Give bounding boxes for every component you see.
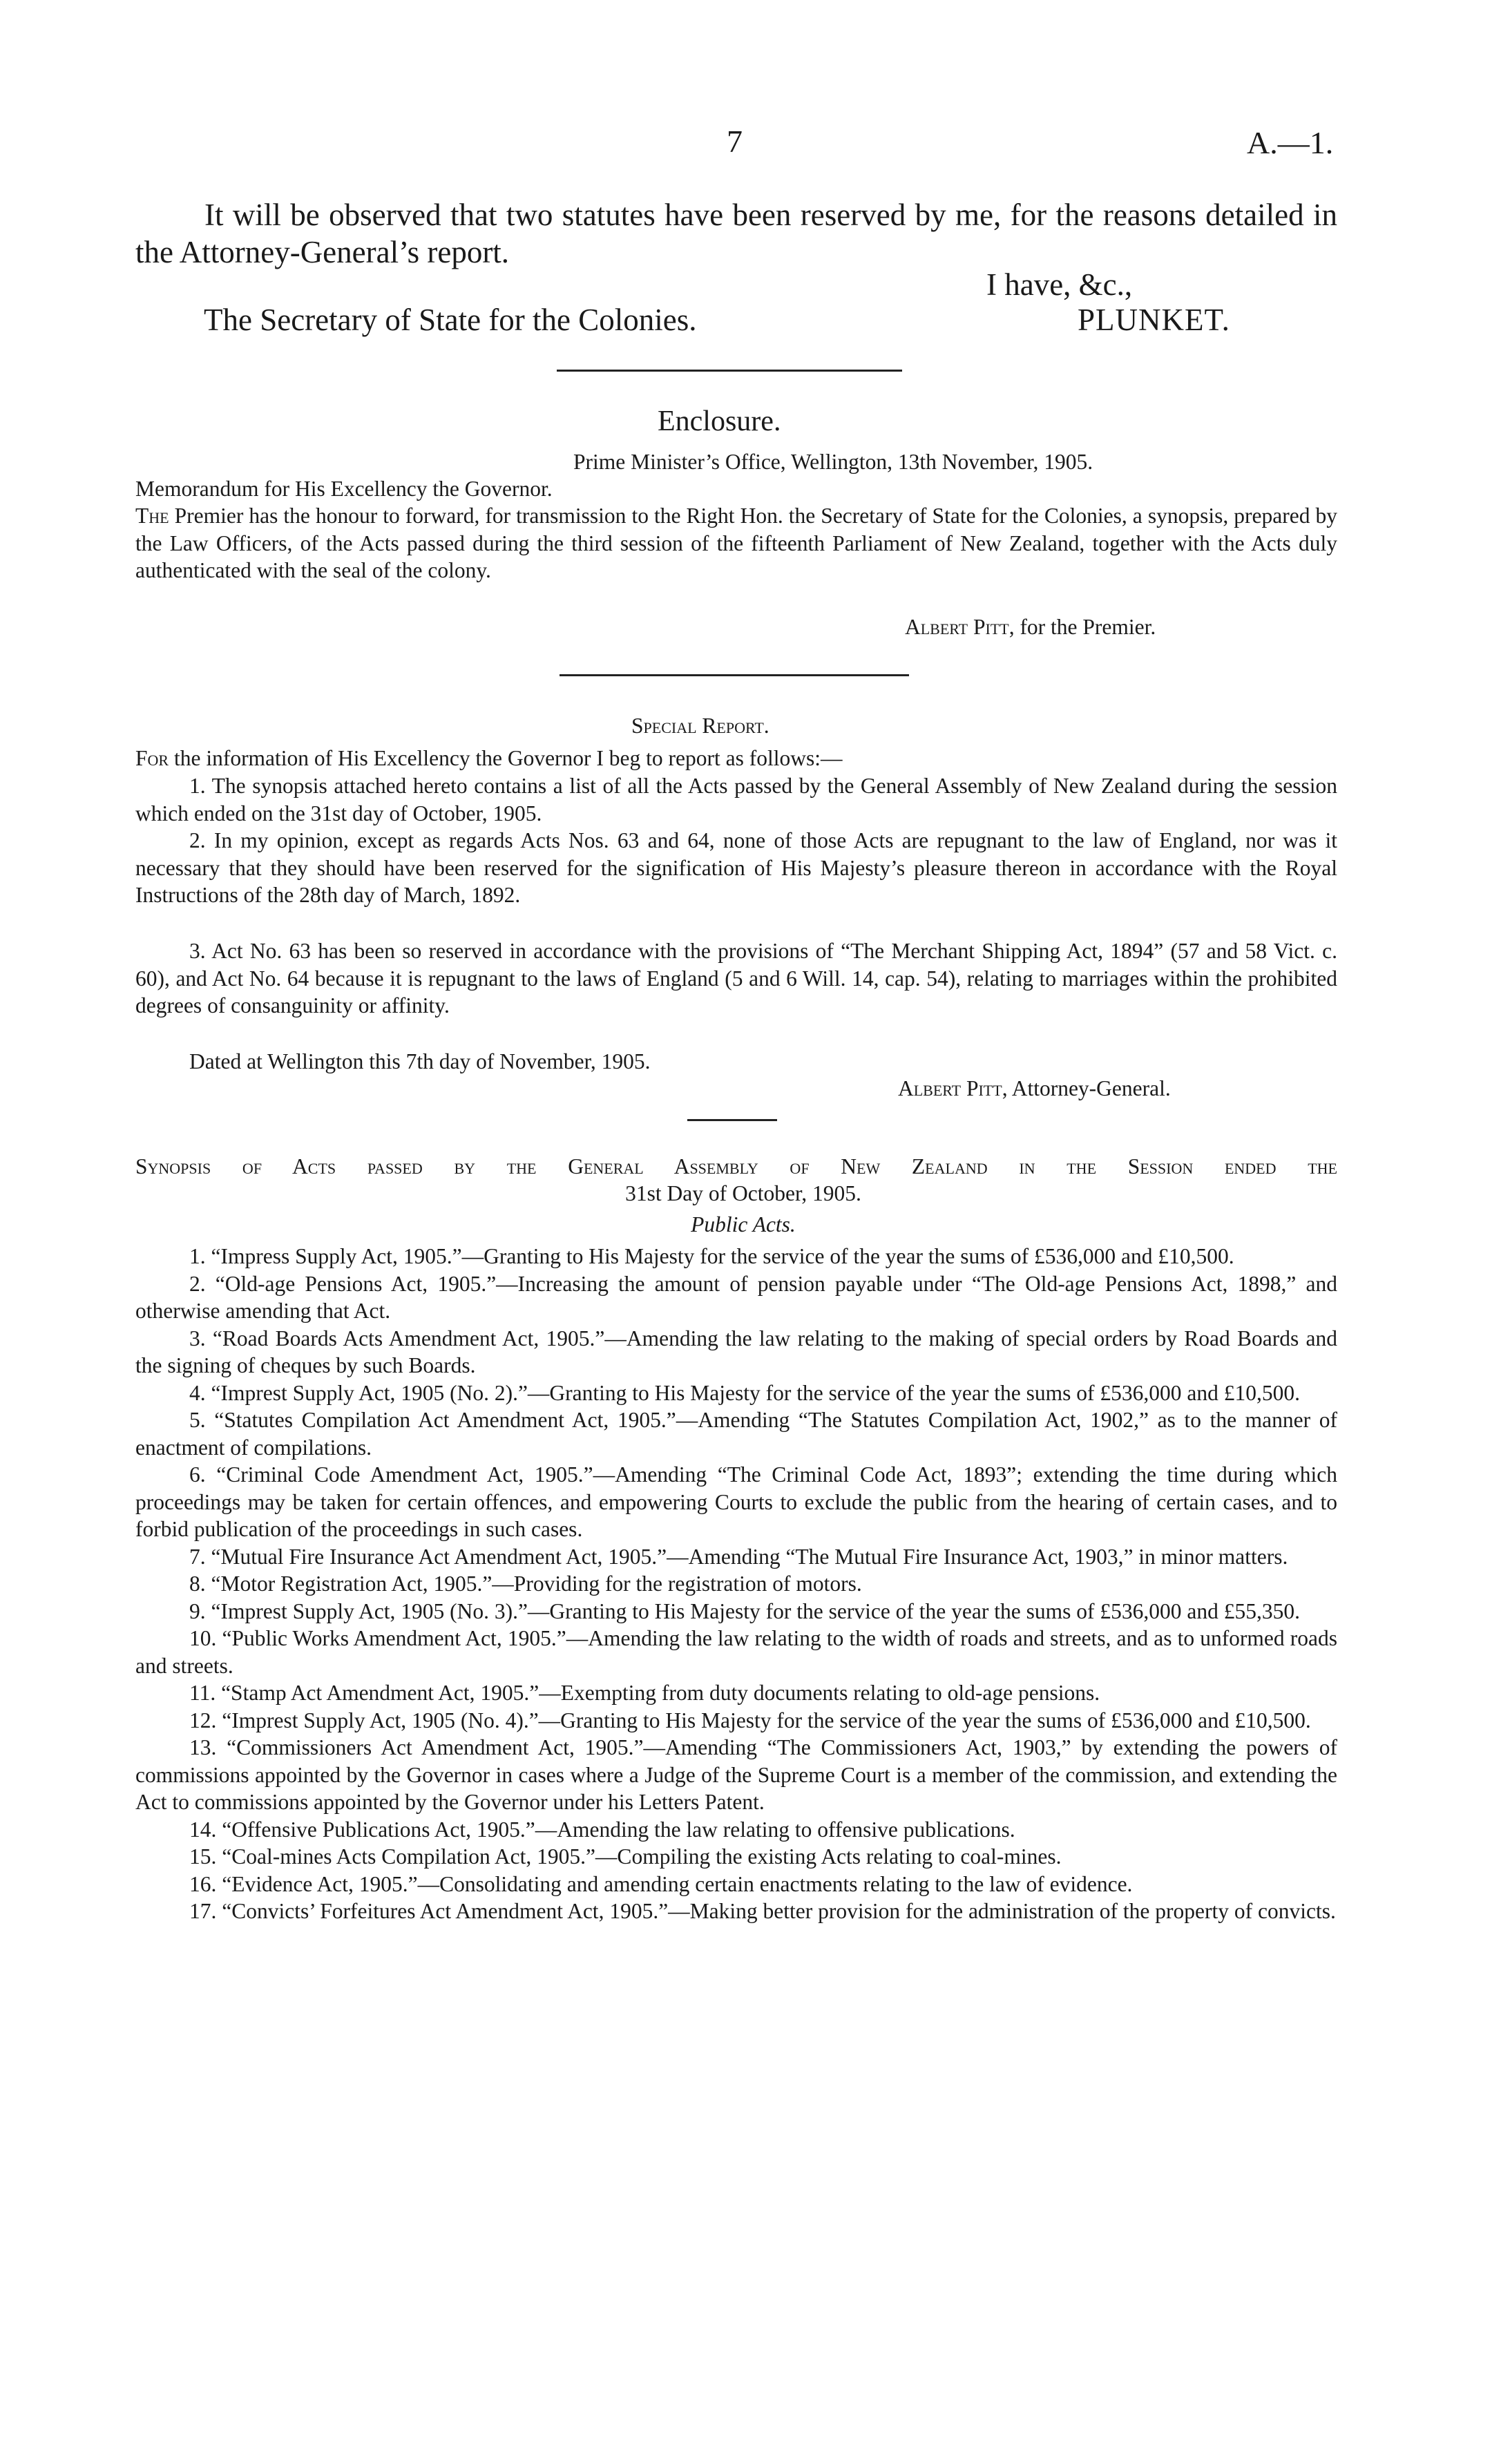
letter-closing: I have, &c., xyxy=(986,267,1133,302)
list-item: 8. “Motor Registration Act, 1905.”—Providing for the registration of motors. xyxy=(189,1572,862,1596)
special-report-signature-role: , Attorney-General. xyxy=(1002,1076,1171,1100)
special-report-signature xyxy=(898,1075,1171,1102)
list-item: 12. “Imprest Supply Act, 1905 (No. 4).”—Granting to His Majesty for the service of the year the sums of £536,000 and £10,500. xyxy=(189,1708,1311,1732)
synopsis-heading: Synopsis of Acts passed by the General Assembly of New Zealand in the Session ended the xyxy=(135,1154,1337,1178)
special-report-intro-text: the information of His Excellency the Governor I beg to report as follows:— xyxy=(169,746,843,770)
synopsis-heading-date: 31st Day of October, 1905. xyxy=(625,1181,861,1205)
enclosure-body-lead: The xyxy=(135,504,169,528)
enclosure-dateline: Prime Minister’s Office, Wellington, 13th November, 1905. xyxy=(573,450,1093,474)
list-item: 6. “Criminal Code Amendment Act, 1905.”—Amending “The Criminal Code Act, 1893”; extending the time during which proceedings may be taken for certain offences, and empowering Courts to exclude the public from the hearing of certain cases, and to forbid publication of the proceedings in such cases. xyxy=(135,1462,1337,1541)
list-item: 5. “Statutes Compilation Act Amendment Act, 1905.”—Amending “The Statutes Compilation Act, 1902,” as to the manner of enactment of compilations. xyxy=(135,1408,1337,1460)
list-item: 17. “Convicts’ Forfeitures Act Amendment Act, 1905.”—Making better provision for the administration of the property of convicts. xyxy=(189,1899,1336,1923)
enclosure-memo-heading: Memorandum for His Excellency the Governor. xyxy=(135,477,553,501)
list-item: 4. “Imprest Supply Act, 1905 (No. 2).”—Granting to His Majesty for the service of the year the sums of £536,000 and £10,500. xyxy=(189,1380,1300,1405)
enclosure-title: Enclosure. xyxy=(658,405,781,437)
list-item: 10. “Public Works Amendment Act, 1905.”—Amending the law relating to the width of roads and streets, and as to unformed roads and streets. xyxy=(135,1626,1337,1678)
letter-addressee: The Secretary of State for the Colonies. xyxy=(204,303,697,337)
acts-list xyxy=(135,1243,1337,1925)
document-reference: A.—1. xyxy=(1247,125,1334,160)
section-divider xyxy=(560,674,909,676)
list-item: 7. “Mutual Fire Insurance Act Amendment Act, 1905.”—Amending “The Mutual Fire Insurance Act, 1903,” in minor matters. xyxy=(189,1544,1288,1569)
list-item: 9. “Imprest Supply Act, 1905 (No. 3).”—Granting to His Majesty for the service of the year the sums of £536,000 and £55,350. xyxy=(189,1598,1300,1623)
list-item: 16. “Evidence Act, 1905.”—Consolidating and amending certain enactments relating to the law of evidence. xyxy=(189,1871,1133,1896)
list-item: 13. “Commissioners Act Amendment Act, 1905.”—Amending “The Commissioners Act, 1903,” by extending the powers of commissions appointed by the Governor in cases where a Judge of the Supreme Court is a member of the commission, and extending the Act to commissions appointed by the Governor under his Letters Patent. xyxy=(135,1735,1337,1814)
letter-signature: PLUNKET. xyxy=(1078,303,1230,337)
special-report-paragraph: 1. The synopsis attached hereto contains a list of all the Acts passed by the General Assembly of New Zealand during the session which ended on the 31st day of October, 1905. xyxy=(135,774,1337,825)
list-item: 11. “Stamp Act Amendment Act, 1905.”—Exempting from duty documents relating to old-age pensions. xyxy=(189,1681,1100,1705)
special-report-paragraph: 3. Act No. 63 has been so reserved in accordance with the provisions of “The Merchant Shipping Act, 1894” (57 and 58 Vict. c. 60), and Act No. 64 because it is repugnant to the laws of England (5 and 6 Will. 14, cap. 54), relating to marriages within the prohibited degrees of consanguinity or affinity. xyxy=(135,939,1337,1018)
list-item: 2. “Old-age Pensions Act, 1905.”—Increasing the amount of pension payable under “The Old-age Pensions Act, 1898,” and otherwise amending that Act. xyxy=(135,1271,1337,1323)
enclosure-body-text: Premier has the honour to forward, for transmission to the Right Hon. the Secretary of State for the Colonies, a synopsis, prepared by the Law Officers, of the Acts passed during the third session of the fifteenth Parliament of New Zealand, together with the Acts duly authenticated with the seal of the colony. xyxy=(135,504,1337,582)
special-report-signature-name: Albert Pitt xyxy=(898,1076,1002,1100)
special-report-intro xyxy=(135,745,842,772)
letter-paragraph: It will be observed that two statutes have been reserved by me, for the reasons detailed in the Attorney-General’s report. xyxy=(135,198,1337,269)
list-item: 1. “Impress Supply Act, 1905.”—Granting to His Majesty for the service of the year the sums of £536,000 and £10,500. xyxy=(189,1244,1234,1268)
synopsis-subheading: Public Acts. xyxy=(691,1212,796,1236)
list-item: 14. “Offensive Publications Act, 1905.”—Amending the law relating to offensive publications. xyxy=(189,1817,1015,1842)
enclosure-signature xyxy=(905,613,1156,641)
page-number: 7 xyxy=(727,124,743,159)
special-report-title: Special Report. xyxy=(631,714,769,738)
special-report-intro-lead: For xyxy=(135,746,169,770)
section-divider xyxy=(557,370,902,372)
enclosure-body xyxy=(135,502,1337,584)
list-item: 15. “Coal-mines Acts Compilation Act, 1905.”—Compiling the existing Acts relating to coal-mines. xyxy=(189,1844,1062,1869)
special-report-dated: Dated at Wellington this 7th day of November, 1905. xyxy=(189,1049,651,1073)
special-report-paragraph: 2. In my opinion, except as regards Acts Nos. 63 and 64, none of those Acts are repugnant to the law of England, nor was it necessary that they should have been reserved for the signification of His Majesty’s pleasure thereon in accordance with the Royal Instructions of the 28th day of March, 1892. xyxy=(135,828,1337,907)
enclosure-signature-role: , for the Premier. xyxy=(1008,615,1156,639)
list-item: 3. “Road Boards Acts Amendment Act, 1905.”—Amending the law relating to the making of special orders by Road Boards and the signing of cheques by such Boards. xyxy=(135,1326,1337,1377)
enclosure-signature-name: Albert Pitt xyxy=(905,615,1009,639)
section-divider xyxy=(687,1119,777,1121)
